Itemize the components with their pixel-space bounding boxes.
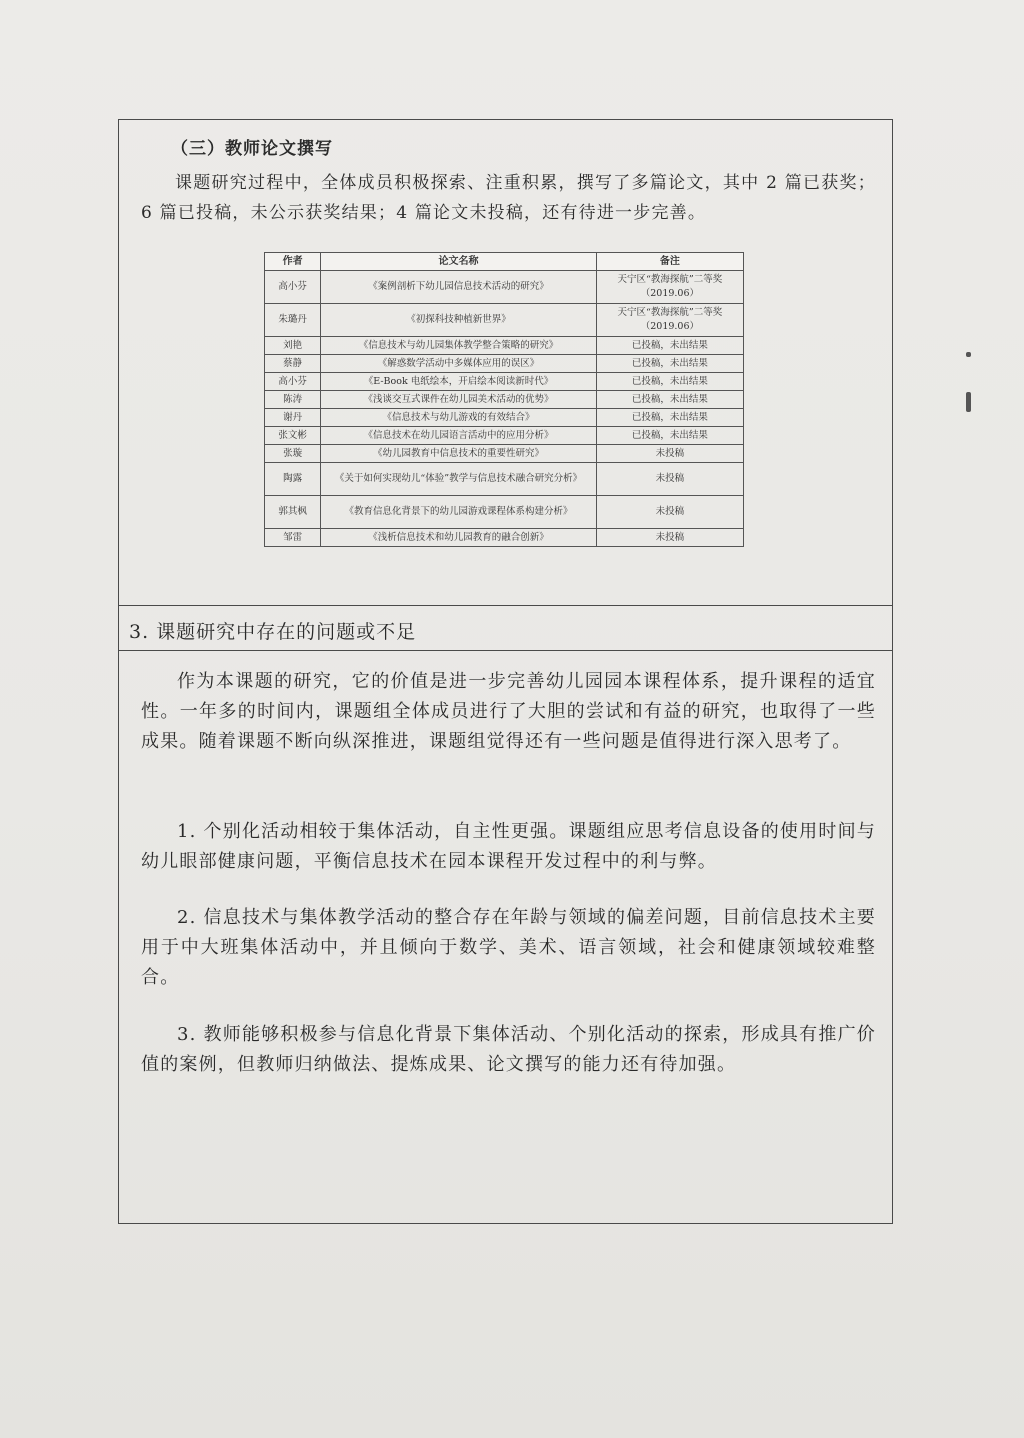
table-row [265, 529, 744, 547]
table-header-row [265, 253, 744, 271]
cell-author: 蔡静 [265, 355, 321, 373]
cell-note: 已投稿，未出结果 [596, 373, 743, 391]
cell-note: 已投稿，未出结果 [596, 391, 743, 409]
cell-title: 《关于如何实现幼儿“体验”教学与信息技术融合研究分析》 [321, 463, 597, 496]
table-row [265, 463, 744, 496]
header-title: 论文名称 [321, 253, 597, 271]
cell-title: 《信息技术在幼儿园语言活动中的应用分析》 [321, 427, 597, 445]
problems-item-2: 2. 信息技术与集体教学活动的整合存在年龄与领域的偏差问题，目前信息技术主要用于中大班集体活动中，并且倾向于数学、美术、语言领域，社会和健康领域较难整合。 [141, 907, 876, 988]
cell-author: 张文彬 [265, 427, 321, 445]
report-form-frame [118, 119, 893, 1224]
table-row [265, 496, 744, 529]
margin-mark [966, 352, 971, 357]
cell-note: 未投稿 [596, 445, 743, 463]
cell-author: 张璇 [265, 445, 321, 463]
cell-note: 已投稿，未出结果 [596, 427, 743, 445]
problems-paragraph: 作为本课题的研究，它的价值是进一步完善幼儿园园本课程体系，提升课程的适宜性。一年多的时间内，课题组全体成员进行了大胆的尝试和有益的研究，也取得了一些成果。随着课题不断向纵深推进，课题组觉得还有一些问题是值得进行深入思考了。 [141, 671, 876, 752]
cell-note: 天宁区“教海探航”二等奖（2019.06） [596, 271, 743, 304]
cell-author: 朱璐丹 [265, 304, 321, 337]
papers-table [264, 252, 744, 547]
cell-author: 高小芬 [265, 271, 321, 304]
cell-author: 陶露 [265, 463, 321, 496]
cell-title: 《浅谈交互式课件在幼儿园美术活动的优势》 [321, 391, 597, 409]
cell-note: 未投稿 [596, 529, 743, 547]
cell-title: 《幼儿园教育中信息技术的重要性研究》 [321, 445, 597, 463]
papers-section [119, 120, 892, 606]
cell-note: 未投稿 [596, 463, 743, 496]
cell-note: 已投稿，未出结果 [596, 337, 743, 355]
cell-title: 《案例剖析下幼儿园信息技术活动的研究》 [321, 271, 597, 304]
cell-author: 郭其枫 [265, 496, 321, 529]
papers-heading: （三）教师论文撰写 [171, 139, 333, 159]
cell-author: 谢丹 [265, 409, 321, 427]
problems-item-1: 1. 个别化活动相较于集体活动，自主性更强。课题组应思考信息设备的使用时间与幼儿眼部健康问题，平衡信息技术在园本课程开发过程中的利与弊。 [141, 821, 876, 872]
table-row [265, 373, 744, 391]
cell-author: 陈涛 [265, 391, 321, 409]
problems-title: 3. 课题研究中存在的问题或不足 [129, 621, 417, 643]
cell-title: 《初探科技种植新世界》 [321, 304, 597, 337]
cell-title: 《解惑数学活动中多媒体应用的误区》 [321, 355, 597, 373]
header-note: 备注 [596, 253, 743, 271]
table-row [265, 427, 744, 445]
cell-note: 已投稿，未出结果 [596, 355, 743, 373]
cell-author: 邹雷 [265, 529, 321, 547]
table-row [265, 409, 744, 427]
cell-title: 《信息技术与幼儿游戏的有效结合》 [321, 409, 597, 427]
cell-title: 《信息技术与幼儿园集体教学整合策略的研究》 [321, 337, 597, 355]
cell-title: 《浅析信息技术和幼儿园教育的融合创新》 [321, 529, 597, 547]
cell-title: 《教育信息化背景下的幼儿园游戏课程体系构建分析》 [321, 496, 597, 529]
table-row [265, 271, 744, 304]
table-row [265, 304, 744, 337]
table-row [265, 337, 744, 355]
cell-author: 高小芬 [265, 373, 321, 391]
papers-intro: 课题研究过程中，全体成员积极探索、注重积累，撰写了多篇论文，其中 2 篇已获奖；6 篇已投稿，未公示获奖结果；4 篇论文未投稿，还有待进一步完善。 [141, 173, 876, 223]
cell-note: 天宁区“教海探航”二等奖（2019.06） [596, 304, 743, 337]
table-row [265, 391, 744, 409]
problems-item-3: 3. 教师能够积极参与信息化背景下集体活动、个别化活动的探索，形成具有推广价值的案例，但教师归纳做法、提炼成果、论文撰写的能力还有待加强。 [141, 1024, 876, 1075]
header-author: 作者 [265, 253, 321, 271]
cell-author: 刘艳 [265, 337, 321, 355]
cell-note: 未投稿 [596, 496, 743, 529]
table-row [265, 445, 744, 463]
problems-title-row [119, 605, 892, 651]
cell-title: 《E-Book 电纸绘本，开启绘本阅读新时代》 [321, 373, 597, 391]
table-row [265, 355, 744, 373]
margin-mark [966, 392, 971, 412]
cell-note: 已投稿，未出结果 [596, 409, 743, 427]
